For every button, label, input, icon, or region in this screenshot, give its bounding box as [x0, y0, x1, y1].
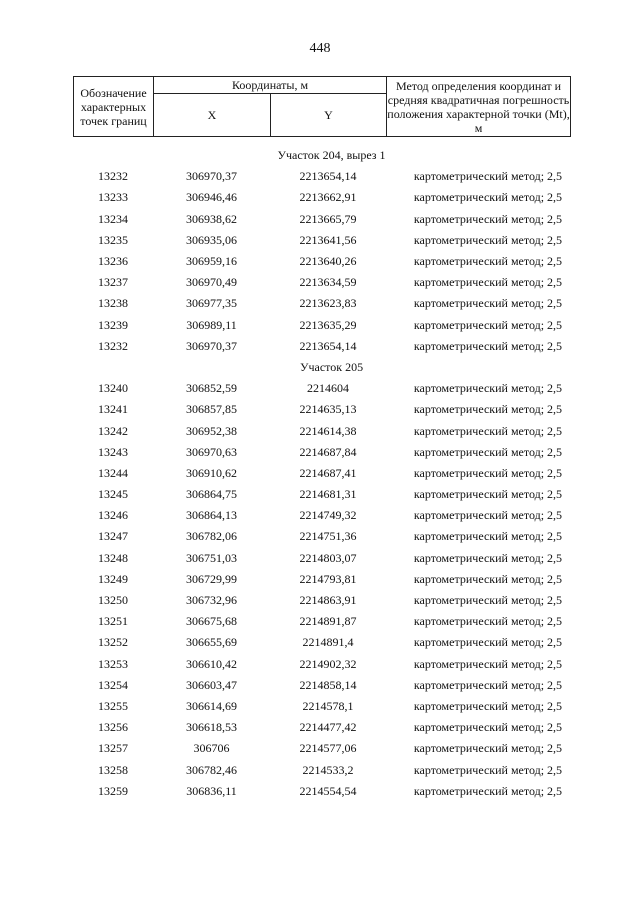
coord-x: 306952,38 [186, 423, 237, 438]
coord-x: 306610,42 [186, 656, 237, 671]
coord-y: 2214477,42 [299, 720, 357, 735]
coord-x: 306675,68 [186, 614, 237, 629]
coord-y: 2214902,32 [299, 656, 357, 671]
coord-y: 2213654,14 [299, 338, 357, 353]
section-title: Участок 205 [299, 359, 364, 374]
method-cell: картометрический метод; 2,5 [413, 487, 563, 502]
point-code: 13259 [98, 783, 128, 798]
coord-x: 306938,62 [186, 211, 237, 226]
section-row [73, 357, 570, 378]
coord-x: 306970,49 [186, 275, 237, 290]
coord-x: 306729,99 [186, 571, 237, 586]
method-cell: картометрический метод; 2,5 [413, 698, 563, 713]
method-cell: картометрический метод; 2,5 [413, 190, 563, 205]
method-cell: картометрический метод; 2,5 [413, 720, 563, 735]
coord-x: 306935,06 [186, 232, 237, 247]
table-row [73, 717, 570, 738]
coord-y: 2214803,07 [299, 550, 357, 565]
method-cell: картометрический метод; 2,5 [413, 762, 563, 777]
method-cell: картометрический метод; 2,5 [413, 508, 563, 523]
point-code: 13241 [98, 402, 128, 417]
point-code: 13237 [98, 275, 128, 290]
coord-y: 2214891,4 [302, 635, 354, 650]
coord-y: 2213623,83 [299, 296, 357, 311]
coord-y: 2214681,31 [299, 487, 357, 502]
table-row [73, 187, 570, 208]
method-cell: картометрический метод; 2,5 [413, 423, 563, 438]
coord-y: 2214863,91 [299, 593, 357, 608]
coord-y: 2213665,79 [299, 211, 357, 226]
point-code: 13254 [98, 677, 128, 692]
table-row [73, 315, 570, 336]
point-code: 13242 [98, 423, 128, 438]
coord-y: 2214891,87 [299, 614, 357, 629]
method-cell: картометрический метод; 2,5 [413, 211, 563, 226]
table-row [73, 526, 570, 547]
table-row [73, 399, 570, 420]
coord-x: 306618,53 [186, 720, 237, 735]
point-code: 13255 [98, 698, 128, 713]
coord-y: 2213635,29 [299, 317, 357, 332]
point-code: 13248 [98, 550, 128, 565]
table-body [73, 145, 570, 802]
coord-y: 2213641,56 [299, 232, 357, 247]
coord-x: 306864,75 [186, 487, 237, 502]
method-cell: картометрический метод; 2,5 [413, 571, 563, 586]
point-code: 13252 [98, 635, 128, 650]
method-cell: картометрический метод; 2,5 [413, 232, 563, 247]
coord-x: 306782,06 [186, 529, 237, 544]
table-row [73, 696, 570, 717]
coord-x: 306910,62 [186, 465, 237, 480]
coord-y: 2214749,32 [299, 508, 357, 523]
point-code: 13258 [98, 762, 128, 777]
point-code: 13256 [98, 720, 128, 735]
coord-x: 306706 [193, 741, 230, 756]
table-row [73, 632, 570, 653]
header-coordinates: Координаты, м [154, 77, 387, 94]
coord-x: 306751,03 [186, 550, 237, 565]
coord-y: 2214687,41 [299, 465, 357, 480]
coord-x: 306970,37 [186, 169, 237, 184]
table-row [73, 590, 570, 611]
coord-x: 306970,63 [186, 444, 237, 459]
table-row [73, 378, 570, 399]
coord-y: 2214577,06 [299, 741, 357, 756]
table-row [73, 442, 570, 463]
table-row [73, 759, 570, 780]
point-code: 13234 [98, 211, 128, 226]
method-cell: картометрический метод; 2,5 [413, 656, 563, 671]
table-row [73, 569, 570, 590]
coord-y: 2214858,14 [299, 677, 357, 692]
table-row [73, 251, 570, 272]
point-code: 13238 [98, 296, 128, 311]
point-code: 13239 [98, 317, 128, 332]
point-code: 13250 [98, 593, 128, 608]
method-cell: картометрический метод; 2,5 [413, 444, 563, 459]
point-code: 13232 [98, 169, 128, 184]
table-row [73, 781, 570, 802]
coord-y: 2214554,54 [299, 783, 357, 798]
coord-y: 2213634,59 [299, 275, 357, 290]
point-code: 13240 [98, 381, 128, 396]
point-code: 13235 [98, 232, 128, 247]
table-row [73, 272, 570, 293]
point-code: 13257 [98, 741, 128, 756]
table-row [73, 209, 570, 230]
method-cell: картометрический метод; 2,5 [413, 296, 563, 311]
page-number: 448 [309, 41, 331, 56]
table-row [73, 548, 570, 569]
coord-x: 306959,16 [186, 254, 237, 269]
header-x: X [154, 94, 271, 137]
coord-x: 306857,85 [186, 402, 237, 417]
method-cell: картометрический метод; 2,5 [413, 381, 563, 396]
table-row [73, 420, 570, 441]
table-row [73, 484, 570, 505]
method-cell: картометрический метод; 2,5 [413, 593, 563, 608]
coord-x: 306836,11 [186, 783, 237, 798]
table-row [73, 738, 570, 759]
coord-y: 2214614,38 [299, 423, 357, 438]
point-code: 13233 [98, 190, 128, 205]
point-code: 13249 [98, 571, 128, 586]
point-code: 13236 [98, 254, 128, 269]
table-row [73, 505, 570, 526]
coord-x: 306946,46 [186, 190, 237, 205]
method-cell: картометрический метод; 2,5 [413, 677, 563, 692]
table-row [73, 230, 570, 251]
coord-x: 306977,35 [186, 296, 237, 311]
method-cell: картометрический метод; 2,5 [413, 275, 563, 290]
point-code: 13251 [98, 614, 128, 629]
method-cell: картометрический метод; 2,5 [413, 317, 563, 332]
coord-x: 306852,59 [186, 381, 237, 396]
table-row [73, 166, 570, 187]
coord-y: 2213640,26 [299, 254, 357, 269]
coordinates-sheet [73, 76, 570, 802]
table-row [73, 611, 570, 632]
coord-y: 2213654,14 [299, 169, 357, 184]
table-row [73, 293, 570, 314]
point-code: 13253 [98, 656, 128, 671]
table-row [73, 336, 570, 357]
section-title: Участок 204, вырез 1 [277, 148, 386, 163]
method-cell: картометрический метод; 2,5 [413, 465, 563, 480]
coord-x: 306782,46 [186, 762, 237, 777]
coord-x: 306655,69 [186, 635, 237, 650]
header-code: Обозначение характерных точек границ [74, 77, 154, 137]
coord-x: 306614,69 [186, 698, 237, 713]
coord-x: 306864,13 [186, 508, 237, 523]
point-code: 13246 [98, 508, 128, 523]
coord-y: 2214533,2 [302, 762, 354, 777]
method-cell: картометрический метод; 2,5 [413, 169, 563, 184]
point-code: 13232 [98, 338, 128, 353]
table-header [73, 76, 571, 137]
coord-y: 2213662,91 [299, 190, 357, 205]
method-cell: картометрический метод; 2,5 [413, 783, 563, 798]
method-cell: картометрический метод; 2,5 [413, 254, 563, 269]
coord-x: 306970,37 [186, 338, 237, 353]
coord-x: 306989,11 [186, 317, 237, 332]
section-row [73, 145, 570, 166]
header-y: Y [271, 94, 387, 137]
coord-y: 2214751,36 [299, 529, 357, 544]
coord-y: 2214687,84 [299, 444, 357, 459]
method-cell: картометрический метод; 2,5 [413, 338, 563, 353]
table-row [73, 654, 570, 675]
table-row [73, 675, 570, 696]
point-code: 13245 [98, 487, 128, 502]
point-code: 13244 [98, 465, 128, 480]
coord-x: 306603,47 [186, 677, 237, 692]
point-code: 13243 [98, 444, 128, 459]
coord-y: 2214604 [307, 381, 349, 396]
point-code: 13247 [98, 529, 128, 544]
method-cell: картометрический метод; 2,5 [413, 529, 563, 544]
coord-x: 306732,96 [186, 593, 237, 608]
coord-y: 2214578,1 [302, 698, 354, 713]
method-cell: картометрический метод; 2,5 [413, 402, 563, 417]
header-method: Метод определения координат и средняя квадратичная погрешность положения характерной точки (Mt), м [387, 78, 570, 135]
coord-y: 2214635,13 [299, 402, 357, 417]
method-cell: картометрический метод; 2,5 [413, 614, 563, 629]
method-cell: картометрический метод; 2,5 [413, 550, 563, 565]
table-row [73, 463, 570, 484]
method-cell: картометрический метод; 2,5 [413, 635, 563, 650]
method-cell: картометрический метод; 2,5 [413, 741, 563, 756]
coord-y: 2214793,81 [299, 571, 357, 586]
